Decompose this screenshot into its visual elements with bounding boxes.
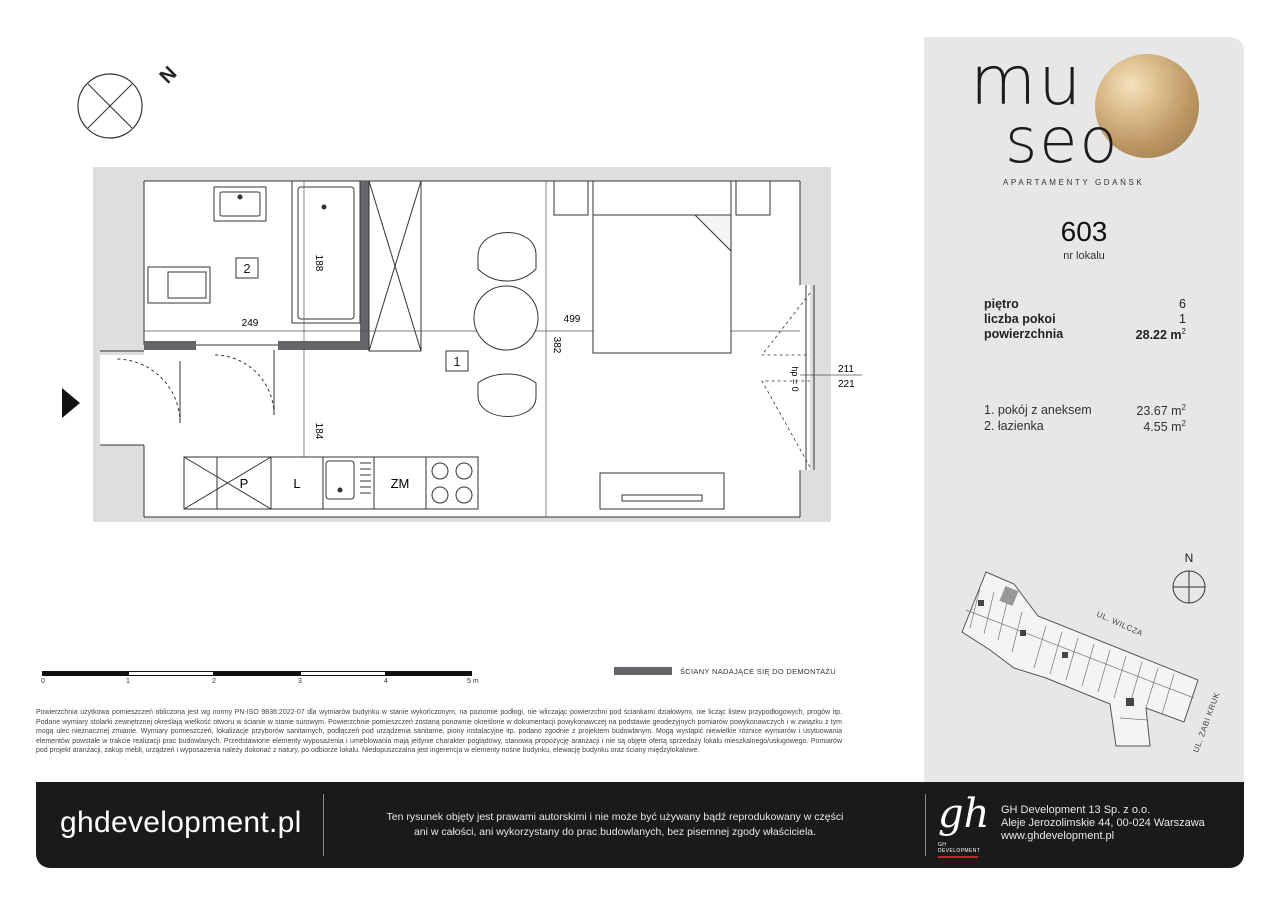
spec-label: powierzchnia <box>984 327 1064 341</box>
room-label: 2. łazienka <box>984 419 1044 433</box>
room-label: 1. pokój z aneksem <box>984 403 1092 417</box>
street-label-wilcza: UL. WILCZA <box>1095 609 1145 639</box>
gh-logo-mark: gh <box>938 791 990 837</box>
scale-label-2: 2 <box>212 678 216 685</box>
plan-north-label: N <box>155 62 182 89</box>
site-north-label: N <box>1184 551 1194 565</box>
scale-label-5: 5 m <box>467 678 479 685</box>
dining-set <box>474 233 538 417</box>
room-tag-2-label: 2 <box>243 261 251 276</box>
scale-bar <box>42 671 472 676</box>
site-compass-icon <box>1173 571 1205 603</box>
footer-divider <box>925 794 926 856</box>
room-tag-1-label: 1 <box>453 354 461 369</box>
company-address: Aleje Jerozolimskie 44, 00-024 Warszawa <box>1001 817 1205 829</box>
spec-row-rooms <box>984 312 1186 326</box>
logo-text-top: mu <box>970 42 1084 121</box>
spec-row-area <box>984 327 1186 342</box>
dim-188: 188 <box>313 254 324 272</box>
appliance-fridge: P <box>239 476 249 491</box>
room-area: 23.67 $m^2$ <box>1136 403 1186 419</box>
legend-label: ŚCIANY NADAJĄCE SIĘ DO DEMONTAŻU <box>680 667 837 676</box>
dim-184: 184 <box>313 422 324 440</box>
scale-label-0: 0 <box>41 678 45 685</box>
company-web-link[interactable]: www.ghdevelopment.pl <box>1001 830 1115 842</box>
footer-website-link[interactable]: ghdevelopment.pl <box>60 806 302 839</box>
spec-label: liczba pokoi <box>984 312 1056 326</box>
gh-logo-caption: GH DEVELOPMENT <box>938 842 981 854</box>
dim-382: 382 <box>551 336 562 354</box>
scale-label-3: 3 <box>298 678 302 685</box>
plan-compass-icon <box>78 62 181 138</box>
disclaimer-text: Powierzchnia użytkowa pomieszczeń obliczona jest wg normy PN-ISO 9836:2022-07 dla wymiarów budynku w stanie wykończonym, na poziomie podłogi, nie wliczając powierzchni pod ściankami działowymi, nie licząc listew przypodłogowych, progów itp. Podane wymiary stolarki zewnętrznej określają wielkość otworu w ścianie w stanie surowym. Powierzchnie pomieszczeń zostaną ponownie określone w dokumentacji powykonawczej na podstawie geodezyjnych pomiarów powykonawczych i w związku z tym mogą ulec nieznacznej zmianie. Wymiary pomieszczeń, lokalizacje przyborów sanitarnych, podłączeń pod urządzenia sanitarne, piony instalacyjne itp. podano zgodnie z projektem budowlanym. Mogą wystąpić niewielkie różnice wymiarów i usytuowania elementów powstałe w trakcie realizacji prac budowlanych. Przedstawione elementy wyposażenia i umeblowania mają jedynie charakter poglądowy, stanowią propozycję aranżacji i nie są objęte ofertą sprzedaży lokalu mieszkalnego/usługowego. Pomiarów pod projekt aranżacji, zakup mebli, urządzeń i wyposażenia należy dokonać z natury, po odbiorze lokalu. Niedopuszczalna jest ingerencja w elementy nośne budynku, elewację budynku oraz ściany międzylokalowe. <box>36 709 842 755</box>
unit-number: 603 <box>1060 216 1108 247</box>
entry-arrow-icon <box>62 388 80 418</box>
spec-value: 6 <box>1179 297 1186 311</box>
spec-row-floor <box>984 297 1186 311</box>
appliance-fridge-2: L <box>293 476 301 491</box>
scale-label-4: 4 <box>384 678 388 685</box>
gh-logo <box>938 792 988 858</box>
street-label-zabi-kruk: UL. ŻABI KRUK <box>1191 691 1222 754</box>
logo-subtitle: APARTAMENTY GDAŃSK <box>1003 178 1145 187</box>
footer-copyright: Ten rysunek objęty jest prawami autorskimi i nie może być używany bądź reprodukowany w części ani w całości, ani wykorzystany do prac budowlanych, bez pisemnej zgody właściciela. <box>386 811 844 838</box>
spec-value: 28.22 $m^2$ <box>1135 327 1186 343</box>
dim-249: 249 <box>241 318 259 329</box>
dim-211: 211 <box>838 364 854 375</box>
company-info <box>1001 804 1205 843</box>
logo-text-bottom: seo <box>1005 104 1120 177</box>
spec-label: piętro <box>984 297 1019 311</box>
room-row-bathroom <box>984 419 1186 434</box>
spec-value: 1 <box>1179 312 1186 326</box>
dim-221: 221 <box>838 379 855 390</box>
sideboard <box>600 473 724 509</box>
unit-number-label: nr lokalu <box>1063 250 1105 262</box>
scale-label-1: 1 <box>126 678 130 685</box>
room-area: 4.55 $m^2$ <box>1143 419 1186 435</box>
legend-swatch <box>614 667 672 675</box>
company-name: GH Development 13 Sp. z o.o. <box>1001 804 1151 816</box>
site-map <box>950 548 1230 758</box>
floor-plan <box>40 55 920 575</box>
gh-logo-underline <box>938 856 978 858</box>
kitchen-counter <box>184 457 478 509</box>
window-level-label: hp = 0 <box>790 366 800 392</box>
dim-499: 499 <box>563 314 581 325</box>
room-row-living <box>984 403 1186 418</box>
footer-divider <box>323 794 324 856</box>
building-footprint <box>962 572 1198 746</box>
appliance-dishwasher: ZM <box>390 476 410 491</box>
